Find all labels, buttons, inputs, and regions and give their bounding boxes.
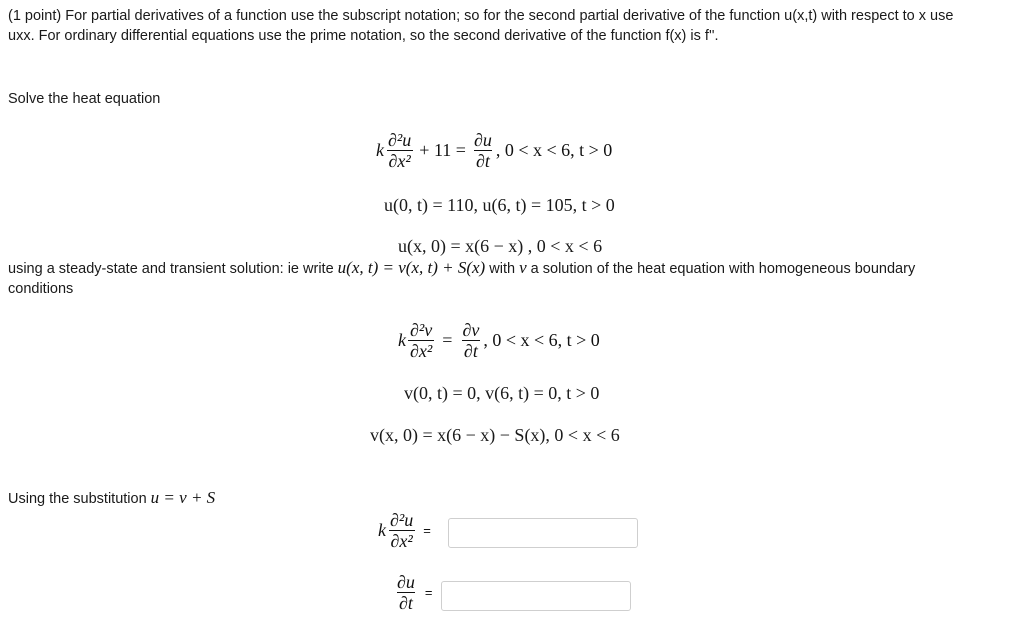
heat-eq-rhs-num: ∂u xyxy=(473,130,492,150)
v-eq-lhs-den: ∂x² xyxy=(410,341,433,361)
heat-eq-lhs-fraction xyxy=(386,130,413,171)
steady-text-line2: conditions xyxy=(8,281,74,297)
instructions xyxy=(8,6,953,46)
instructions-line1: (1 point) For partial derivatives of a function use the subscript notation; so for the second partial derivative of the function u(x,t) with respect to x use xyxy=(8,8,954,24)
steady-text-part3: a solution of the heat equation with homogeneous boundary xyxy=(530,261,916,277)
steady-text-part1: using a steady-state and transient solution: ie write xyxy=(8,261,334,277)
solve-label: Solve the heat equation xyxy=(8,91,161,107)
answer2-fraction xyxy=(395,572,417,613)
initial-condition: u(x, 0) = x(6 − x) , 0 < x < 6 xyxy=(398,236,603,256)
heat-eq-lhs-num: ∂²u xyxy=(388,130,412,150)
answer-row-1 xyxy=(378,510,431,551)
v-eq-k: k xyxy=(398,330,406,350)
heat-eq-conditions: , 0 < x < 6, t > 0 xyxy=(495,140,613,160)
steady-text-math1: u(x, t) = v(x, t) + S(x) xyxy=(337,258,486,277)
steady-state-text xyxy=(8,258,1013,299)
v-boundary-conditions: v(0, t) = 0, v(6, t) = 0, t > 0 xyxy=(404,383,600,403)
heat-equation xyxy=(376,130,612,171)
boundary-conditions: u(0, t) = 110, u(6, t) = 105, t > 0 xyxy=(384,195,615,215)
v-initial-condition: v(x, 0) = x(6 − x) − S(x), 0 < x < 6 xyxy=(370,425,620,445)
answer-input-2[interactable] xyxy=(441,581,631,611)
heat-eq-rhs-fraction xyxy=(472,130,494,171)
answer1-fraction xyxy=(388,510,415,551)
answer1-equals: = xyxy=(423,523,431,538)
heat-eq-k: k xyxy=(376,140,384,160)
steady-text-math2: v xyxy=(519,258,527,277)
v-equation xyxy=(398,320,600,361)
answer-input-1[interactable] xyxy=(448,518,638,548)
v-eq-conditions: , 0 < x < 6, t > 0 xyxy=(483,330,600,350)
answer2-den: ∂t xyxy=(399,593,413,613)
v-eq-rhs-num: ∂v xyxy=(462,320,480,340)
v-eq-lhs-fraction xyxy=(408,320,434,361)
v-eq-rhs-fraction xyxy=(460,320,481,361)
v-eq-equals: = xyxy=(442,330,453,350)
substitution-label: Using the substitution xyxy=(8,491,147,507)
answer1-num: ∂²u xyxy=(390,510,414,530)
heat-eq-lhs-den: ∂x² xyxy=(388,151,411,171)
v-eq-lhs-num: ∂²v xyxy=(410,320,433,340)
instructions-line2: uxx. For ordinary differential equations use the prime notation, so the second derivative of the function f(x) is f''. xyxy=(8,28,719,44)
substitution-math: u = v + S xyxy=(150,488,216,507)
substitution-text xyxy=(8,488,215,509)
answer-row-2 xyxy=(393,572,433,613)
answer2-equals: = xyxy=(424,585,433,600)
answer2-num: ∂u xyxy=(397,572,415,592)
answer1-k: k xyxy=(378,520,386,540)
heat-eq-rhs-den: ∂t xyxy=(475,151,490,171)
steady-text-part2: with xyxy=(489,261,516,277)
answer1-den: ∂x² xyxy=(390,531,413,551)
heat-eq-plus: + 11 = xyxy=(419,140,466,160)
v-eq-rhs-den: ∂t xyxy=(463,341,478,361)
